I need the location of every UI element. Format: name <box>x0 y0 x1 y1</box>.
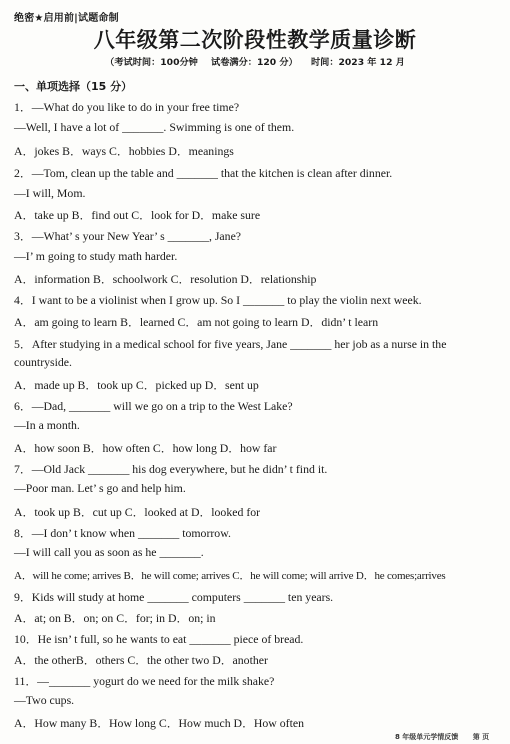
question-line: —Poor man. Let’ s go and help him. <box>14 481 186 495</box>
question-line: 9．Kids will study at home _______ computers _______ ten years. <box>14 590 334 604</box>
answer-options: A．took up B．cut up C．looked at D．looked for <box>14 505 261 519</box>
question-line: —I’ m going to study math harder. <box>14 249 178 263</box>
question-line: 5．After studying in a medical school for five years, Jane _______ her job as a nurse in the <box>14 337 447 351</box>
answer-options: A．will he come; arrives B．he will come; arrives C．he will come; will arrive D．he comes;arrives <box>14 570 446 582</box>
exam-info <box>0 54 510 68</box>
question-line: —Two cups. <box>14 693 75 707</box>
answer-options: A．made up B．took up C．picked up D．sent up <box>14 378 259 392</box>
answer-options: A．jokes B．ways C．hobbies D．meanings <box>14 144 234 158</box>
page-title: 八年级第二次阶段性教学质量诊断 <box>93 28 417 52</box>
question-line: —I will, Mom. <box>14 186 86 200</box>
question-line: countryside. <box>14 355 72 369</box>
answer-options: A．How many B．How long C．How much D．How often <box>14 716 304 730</box>
footer-label: 8 年级单元学情反馈 <box>395 733 459 741</box>
question-line: 7．—Old Jack _______ his dog everywhere, but he didn’ t find it. <box>14 462 328 476</box>
answer-options: A．take up B．find out C．look for D．make sure <box>14 208 261 222</box>
page-footer <box>395 732 501 742</box>
question-line: 1．—What do you like to do in your free time? <box>14 100 240 114</box>
question-line: 3．—What’ s your New Year’ s _______, Jane? <box>14 229 242 243</box>
answer-options: A．am going to learn B．learned C．am not going to learn D．didn’ t learn <box>14 315 379 329</box>
question-line: 8．—I don’ t know when _______ tomorrow. <box>14 526 231 540</box>
question-line: 6．—Dad, _______ will we go on a trip to the West Lake? <box>14 399 293 413</box>
answer-options: A．the otherB．others C．the other two D．another <box>14 653 268 667</box>
answer-options: A．at; on B．on; on C．for; in D．on; in <box>14 611 216 625</box>
question-line: 4．I want to be a violinist when I grow up. So I _______ to play the violin next week. <box>14 293 422 307</box>
section-heading: 一、单项选择（15 分） <box>14 80 133 93</box>
question-line: —I will call you as soon as he _______. <box>14 545 204 559</box>
answer-options: A．information B．schoolwork C．resolution D．relationship <box>14 272 317 286</box>
exam-time: （考试时间：100分钟 <box>105 57 198 68</box>
confidential-label: 绝密★启用前|试题命制 <box>14 13 119 24</box>
question-line: —Well, I have a lot of _______. Swimming is one of them. <box>14 120 295 134</box>
question-line: 2．—Tom, clean up the table and _______ that the kitchen is clean after dinner. <box>14 166 393 180</box>
answer-options: A．how soon B．how often C．how long D．how far <box>14 441 277 455</box>
exam-date: 时间：2023 年 12 月 <box>310 57 405 68</box>
page-number: 第 页 <box>472 733 490 741</box>
full-score: 试卷满分：120 分） <box>211 57 298 68</box>
question-line: 11．—_______ yogurt do we need for the milk shake? <box>14 674 275 688</box>
question-line: 10．He isn’ t full, so he wants to eat _______ piece of bread. <box>14 632 304 646</box>
question-line: —In a month. <box>14 418 80 432</box>
